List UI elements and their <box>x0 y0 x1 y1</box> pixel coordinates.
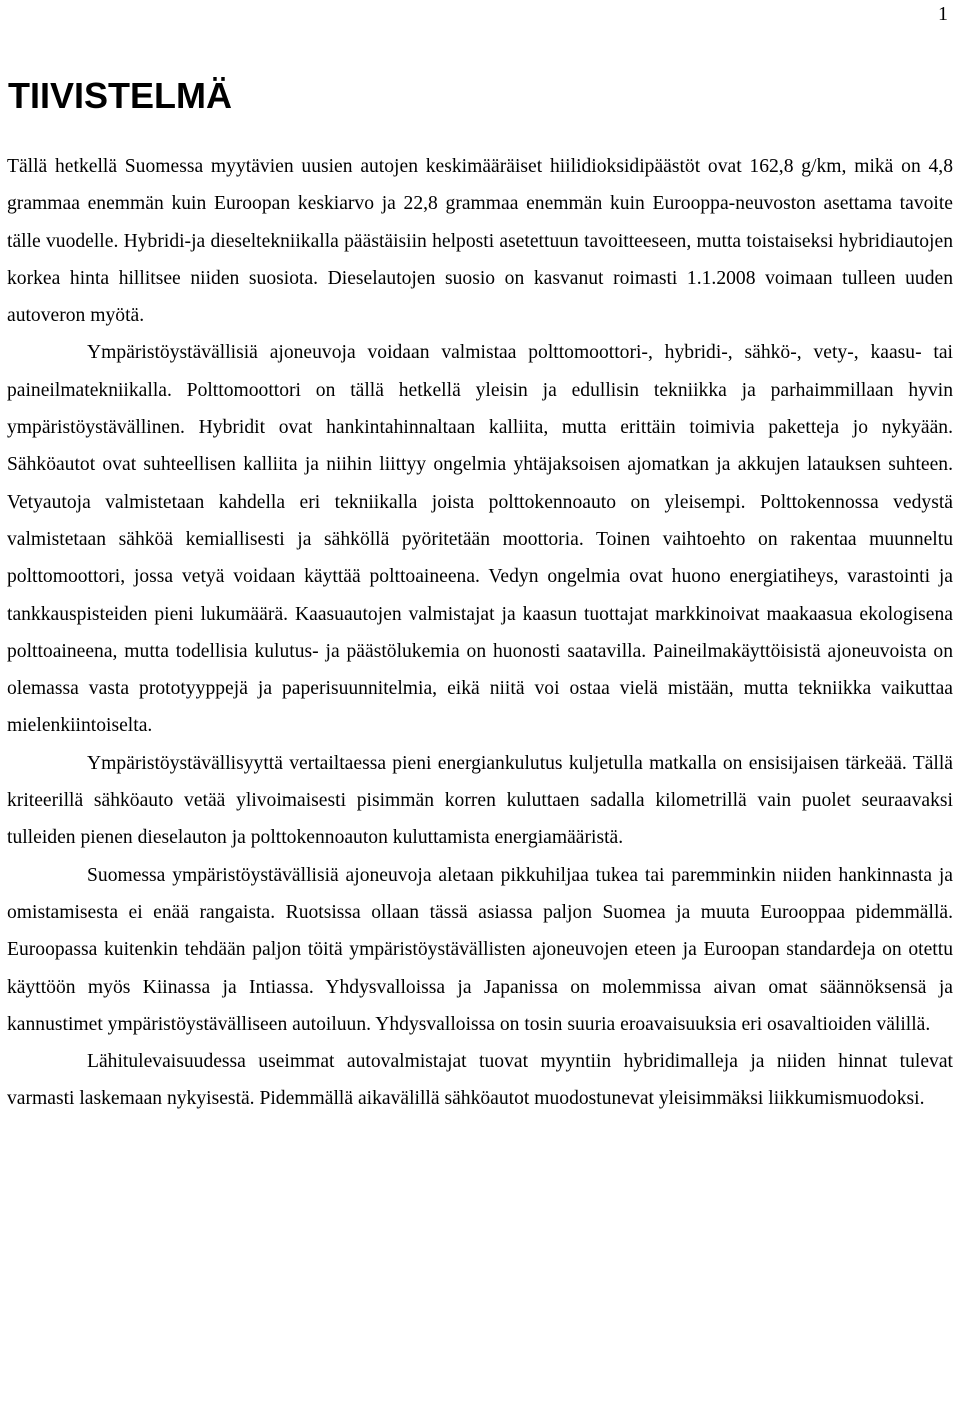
page-number: 1 <box>938 3 948 25</box>
paragraph-2: Ympäristöystävällisiä ajoneuvoja voidaan valmistaa polttomoottori-, hybridi-, sähkö-, vety-, kaasu- tai paineilmatekniikalla. Polttomoottori on tällä hetkellä yleisin ja edullisin tekniikka ja parhaimmillaan hyvin ympäristöystävällinen. Hybridit ovat hankintahinnaltaan kalliita, mutta erittäin toimivia paketteja jo nykyään. Sähköautot ovat suhteellisen kalliita ja niihin liittyy ongelmia yhtäjaksoisen ajomatkan ja akkujen latauksen suhteen. Vetyautoja valmistetaan kahdella eri tekniikalla joista polttokennoauto on yleisempi. Polttokennossa vedystä valmistetaan sähköä kemiallisesti ja sähköllä pyöritetään moottoria. Toinen vaihtoehto on rakentaa muunneltu polttomoottori, jossa vetyä voidaan käyttää polttoaineena. Vedyn ongelmia ovat huono energiatiheys, varastointi ja tankkauspisteiden pieni lukumäärä. Kaasuautojen valmistajat ja kaasun tuottajat markkinoivat maakaasua ekologisena polttoaineena, mutta todellisia kulutus- ja päästölukemia on huonosti saatavilla. Paineilmakäyttöisistä ajoneuvoista on olemassa vasta prototyyppejä ja paperisuunnitelmia, eikä niitä voi ostaa vielä mistään, mutta tekniikka vaikuttaa mielenkiintoiselta. <box>7 342 953 737</box>
paragraph-4: Suomessa ympäristöystävällisiä ajoneuvoja aletaan pikkuhiljaa tukea tai paremminkin niiden hankinnasta ja omistamisesta ei enää rangaista. Ruotsissa ollaan tässä asiassa paljon Suomea ja muuta Eurooppaa pidemmällä. Euroopassa kuitenkin tehdään paljon töitä ympäristöystävällisten ajoneuvojen eteen ja Euroopan standardeja on otettu käyttöön myös Kiinassa ja Intiassa. Yhdysvalloissa ja Japanissa on molemmissa aivan omat säännöksensä ja kannustimet ympäristöystävälliseen autoiluun. Yhdysvalloissa on tosin suuria eroavaisuuksia eri osavaltioiden välillä. <box>7 864 953 1035</box>
paragraph-5: Lähitulevaisuudessa useimmat autovalmistajat tuovat myyntiin hybridimalleja ja niiden hinnat tulevat varmasti laskemaan nykyisestä. Pidemmällä aikavälillä sähköautot muodostunevat yleisimmäksi liikkumismuodoksi. <box>7 1051 953 1110</box>
body-text <box>7 148 953 1118</box>
paragraph-3: Ympäristöystävällisyyttä vertailtaessa pieni energiankulutus kuljetulla matkalla on ensisijaisen tärkeää. Tällä kriteerillä sähköauto vetää ylivoimaisesti pisimmän korren kuluttaen sadalla kilometrillä vain puolet seuraavaksi tulleiden pienen dieselauton ja polttokennoauton kuluttamista energiamääristä. <box>7 752 953 849</box>
paragraph-1: Tällä hetkellä Suomessa myytävien uusien autojen keskimääräiset hiilidioksidipäästöt ovat 162,8 g/km, mikä on 4,8 grammaa enemmän kuin Euroopan keskiarvo ja 22,8 grammaa enemmän kuin Eurooppa-neuvoston asettama tavoite tälle vuodelle. Hybridi-ja dieseltekniikalla päästäisiin helposti asetettuun tavoitteeseen, mutta toistaiseksi hybridiautojen korkea hinta hillitsee niiden suosiota. Dieselautojen suosio on kasvanut roimasti 1.1.2008 voimaan tulleen uuden autoveron myötä. <box>7 156 953 327</box>
page-title: TIIVISTELMÄ <box>8 75 232 116</box>
